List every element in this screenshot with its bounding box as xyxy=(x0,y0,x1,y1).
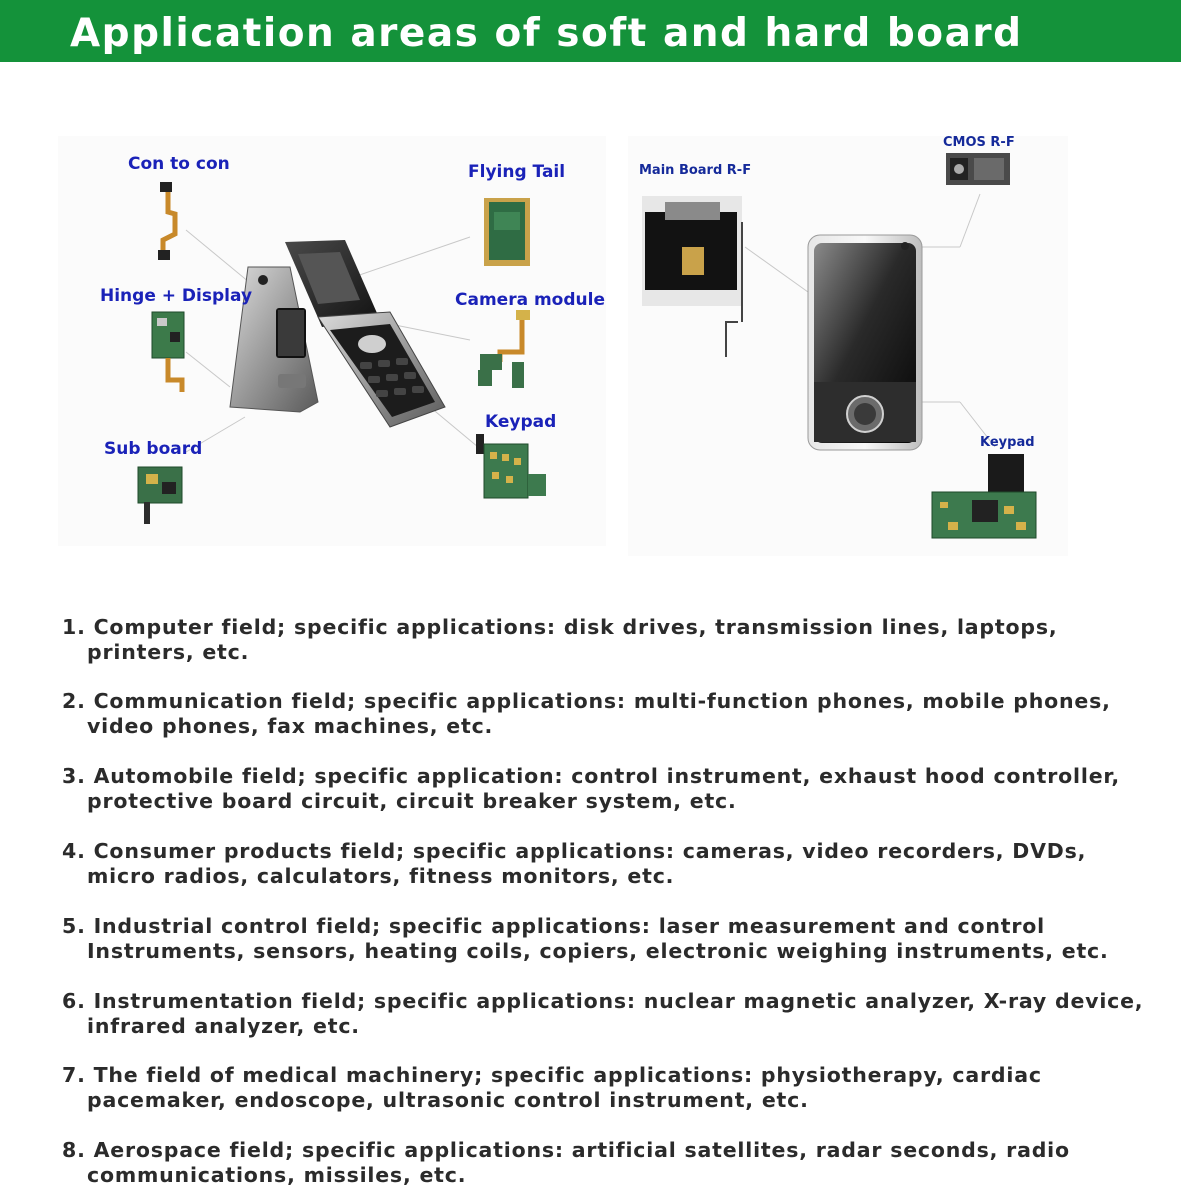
list-item-line2: protective board circuit, circuit breaker system, etc. xyxy=(87,789,737,813)
list-item-line2: micro radios, calculators, fitness monitors, etc. xyxy=(87,864,675,888)
list-item-line2: video phones, fax machines, etc. xyxy=(87,714,494,738)
page-title: Application areas of soft and hard board xyxy=(70,11,1023,56)
list-item-line1: 6. Instrumentation field; specific applications: nuclear magnetic analyzer, X-ray device, xyxy=(62,989,1144,1013)
label-keypad-right: Keypad xyxy=(980,435,1035,450)
list-item xyxy=(62,1063,1152,1113)
label-cmos-rf: CMOS R-F xyxy=(943,135,1015,150)
list-item-line2: communications, missiles, etc. xyxy=(87,1163,467,1187)
list-item xyxy=(62,689,1152,739)
list-item xyxy=(62,989,1152,1039)
label-keypad-left: Keypad xyxy=(485,412,557,432)
cmos-rf-icon xyxy=(946,153,1010,185)
list-item xyxy=(62,764,1152,814)
list-item-line1: 2. Communication field; specific applications: multi-function phones, mobile phones, xyxy=(62,689,1111,713)
label-main-board-rf: Main Board R-F xyxy=(639,163,752,178)
label-camera-module: Camera module xyxy=(455,290,605,310)
list-item-line1: 1. Computer field; specific applications: disk drives, transmission lines, laptops, xyxy=(62,615,1058,639)
list-item-line1: 7. The field of medical machinery; specific applications: physiotherapy, cardiac xyxy=(62,1063,1042,1087)
list-item-line2: pacemaker, endoscope, ultrasonic control instrument, etc. xyxy=(87,1088,809,1112)
smartphone-illustration xyxy=(808,235,922,450)
title-banner xyxy=(0,0,1181,62)
label-hinge-display: Hinge + Display xyxy=(100,286,253,306)
label-flying-tail: Flying Tail xyxy=(468,162,566,182)
list-item-line1: 5. Industrial control field; specific applications: laser measurement and control xyxy=(62,914,1045,938)
list-item-line1: 4. Consumer products field; specific applications: cameras, video recorders, DVDs, xyxy=(62,839,1087,863)
label-sub-board: Sub board xyxy=(104,439,203,459)
application-figure xyxy=(0,62,1181,582)
list-item xyxy=(62,914,1152,964)
list-item xyxy=(62,839,1152,889)
list-item-line2: Instruments, sensors, heating coils, copiers, electronic weighing instruments, etc. xyxy=(87,939,1109,963)
label-con-to-con: Con to con xyxy=(128,154,230,174)
list-item xyxy=(62,1138,1152,1188)
flying-tail-board-icon xyxy=(484,198,530,266)
list-item-line1: 3. Automobile field; specific application: control instrument, exhaust hood controller, xyxy=(62,764,1120,788)
list-item-line2: printers, etc. xyxy=(87,640,250,664)
list-item-line1: 8. Aerospace field; specific applications: artificial satellites, radar seconds, radio xyxy=(62,1138,1070,1162)
list-item xyxy=(62,615,1152,665)
list-item-line2: infrared analyzer, etc. xyxy=(87,1014,360,1038)
